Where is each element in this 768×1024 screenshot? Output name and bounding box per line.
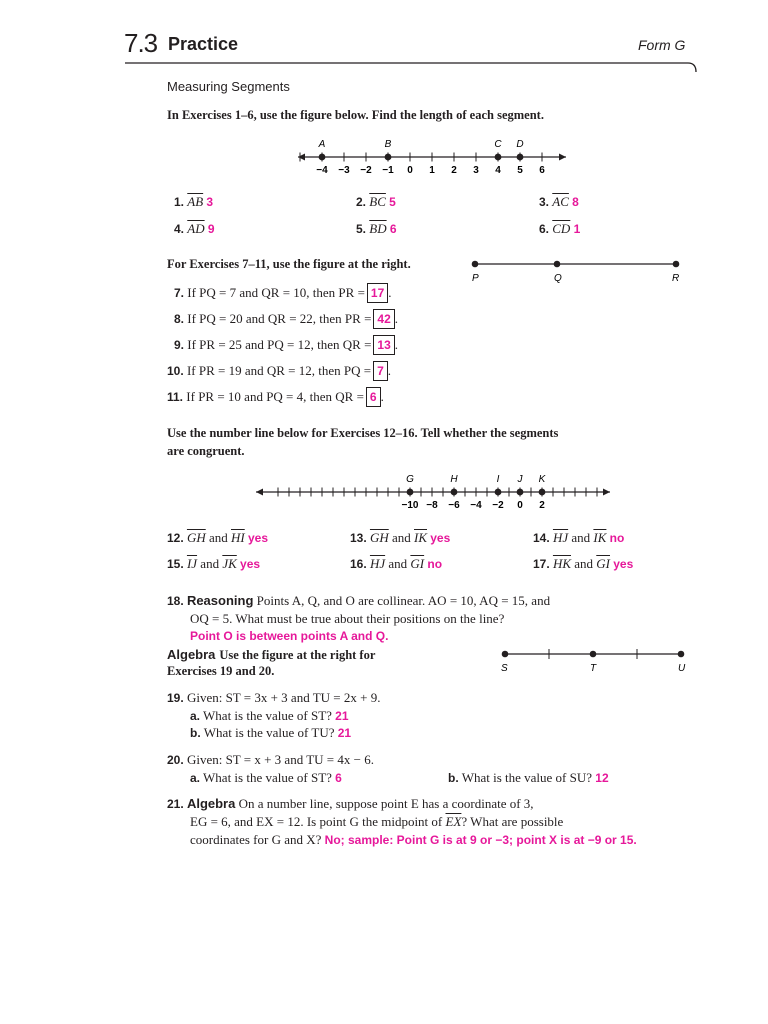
answer: yes [247,531,268,545]
lesson-number: 7.3 [124,28,158,58]
segment-2: $\overline{JK}$ [222,556,237,571]
exercise-number: 15. [167,557,184,571]
tick-label: −10 [401,500,419,511]
answer: 6 [335,771,342,785]
point-label-h: H [450,474,458,485]
tick-label: 4 [495,165,501,176]
point-label-b: B [384,139,392,150]
part-label: a. [190,709,201,723]
exercise-number: 18. [167,594,184,608]
exercise-7: 7. If PQ = 7 and QR = 10, then PR = 17 . [174,283,392,303]
algebra-heading: Algebra [186,796,236,811]
tick-label: −4 [470,500,482,511]
tick-label: −6 [448,500,460,511]
instruction-7-11: For Exercises 7–11, use the figure at the right. [167,257,411,271]
page-title: Practice [168,34,239,54]
and-word: and [574,556,594,571]
segment-2: $\overline{IK}$ [593,530,607,545]
exercise-text: Points A, Q, and O are collinear. AO = 10, AQ = 15, and [256,593,551,608]
tick-label: 1 [429,165,435,176]
exercise-number: 16. [350,557,367,571]
exercise-19-given [167,690,380,706]
tick-label: 2 [451,165,457,176]
answer: 5 [389,195,396,209]
part-label: b. [190,726,201,740]
exercise-10: 10. If PR = 19 and QR = 12, then PQ = 7 . [167,361,391,381]
instruction-1-6: In Exercises 1–6, use the figure below. Find the length of each segment. [167,108,544,122]
exercise-number: 13. [350,531,367,545]
point-label-c: C [494,139,502,150]
point-label-g: G [406,474,414,485]
segment-label: $\overline{AC}$ [552,194,569,209]
tick-label: −4 [316,165,328,176]
segment-2: $\overline{HI}$ [231,530,245,545]
exercise-18-line2: OQ = 5. What must be true about their positions on the line? [190,611,505,626]
exercise-text-b: ? What are possible [461,814,564,829]
label-q: Q [554,273,562,284]
form-label: Form G [638,37,686,53]
segment-1: $\overline{GH}$ [369,530,389,545]
tick-label: 5 [517,165,523,176]
segment-label: $\overline{EX}$ [445,814,462,829]
exercise-text: On a number line, suppose point E has a coordinate of 3, [238,796,534,811]
point-label-j: J [517,474,523,485]
answer: 21 [337,726,352,740]
segment-1: $\overline{IJ}$ [186,556,198,571]
segment-label: $\overline{AB}$ [187,194,204,209]
segment-label: $\overline{CD}$ [552,221,571,236]
label-u: U [678,663,686,674]
answer: yes [240,557,261,571]
exercise-number: 3. [539,195,550,209]
part-label: b. [448,771,459,785]
exercise-number: 17. [533,557,550,571]
exercise-text: coordinates for G and X? [190,832,322,847]
tick-label: 3 [473,165,479,176]
exercise-number: 2. [356,195,367,209]
point-label-a: A [318,139,326,150]
exercise-text: If PR = 19 and QR = 12, then PQ = [186,363,372,378]
part-text: What is the value of ST? [203,770,332,785]
exercise-number: 6. [539,222,550,236]
instruction-12-16-line2: are congruent. [167,444,245,458]
and-word: and [200,556,220,571]
label-r: R [672,273,680,284]
exercise-21-line3 [190,832,637,848]
segment-1: $\overline{HJ}$ [552,530,569,545]
exercise-number: 19. [167,691,184,705]
exercise-8: 8. If PQ = 20 and QR = 22, then PR = 42 . [174,309,398,329]
exercise-20-given [167,752,374,768]
segment-1: $\overline{HJ}$ [369,556,386,571]
answer: 8 [572,195,579,209]
exercise-9: 9. If PR = 25 and PQ = 12, then QR = 13 . [174,335,398,355]
instruction-12-16-line1: Use the number line below for Exercises 12–16. Tell whether the segments [167,426,559,440]
answer: yes [430,531,451,545]
point-u [678,651,685,658]
and-word: and [391,530,411,545]
tick-label: 6 [539,165,545,176]
answer: 42 [377,312,391,326]
segment-2: $\overline{GI}$ [410,556,425,571]
answer: 12 [595,771,609,785]
exercise-20b [448,770,609,786]
exercise-number: 8. [174,312,185,326]
segment-label: $\overline{BD}$ [369,221,387,236]
tick-label: 0 [407,165,413,176]
answer: 9 [207,222,215,236]
answer: 6 [369,390,377,404]
exercise-number: 21. [167,797,184,811]
segment-label: $\overline{BC}$ [369,194,386,209]
exercise-text: If PR = 25 and PQ = 12, then QR = [187,337,372,352]
and-word: and [571,530,591,545]
label-p: P [472,273,479,284]
tick-label: −2 [360,165,372,176]
segment-label: $\overline{AD}$ [187,221,205,236]
answer: 21 [335,709,349,723]
exercise-21-line1 [167,796,534,812]
label-s: S [501,663,508,674]
answer: 1 [573,222,581,236]
exercise-number: 1. [174,195,185,209]
exercise-text: Given: ST = x + 3 and TU = 4x − 6. [186,752,374,767]
algebra-heading: Algebra [167,647,216,662]
reasoning-heading: Reasoning [186,593,254,608]
tick-label: −1 [382,165,394,176]
point-label-k: K [538,474,546,485]
answer: 7 [377,364,384,378]
exercise-number: 11. [167,390,184,404]
tick-label: −3 [338,165,350,176]
segment-1: $\overline{HK}$ [552,556,571,571]
part-text: What is the value of SU? [461,770,593,785]
and-word: and [388,556,408,571]
exercise-number: 5. [356,222,367,236]
tick-label: 0 [517,500,523,511]
part-text: What is the value of ST? [203,708,332,723]
part-label: a. [190,771,201,785]
segment-2: $\overline{GI}$ [596,556,610,571]
answer: 17 [370,286,385,300]
exercise-number: 14. [533,531,550,545]
exercise-text-a: EG = 6, and EX = 12. Is point G the midpoint of [190,814,443,829]
exercise-number: 20. [167,753,184,767]
answer: 6 [389,222,397,236]
exercise-number: 10. [167,364,184,378]
exercise-11: 11. If PR = 10 and PQ = 4, then QR = 6 . [167,387,384,407]
answer: no [427,557,443,571]
label-t: T [590,663,597,674]
exercise-19a [190,708,349,724]
answer: No; sample: Point G is at 9 or −3; point X is at −9 or 15. [324,833,637,847]
segment-2: $\overline{IK}$ [414,530,427,545]
tick-label: 2 [539,500,545,511]
and-word: and [208,530,228,545]
point-label-d: D [516,139,524,150]
point-t [590,651,597,658]
exercise-text: If PQ = 7 and QR = 10, then PR = [187,285,365,300]
segment-1: $\overline{GH}$ [186,530,206,545]
answer: 13 [377,338,391,352]
answer: yes [613,557,634,571]
exercise-text: Given: ST = 3x + 3 and TU = 2x + 9. [186,690,381,705]
exercise-number: 9. [174,338,185,352]
exercise-number: 12. [167,531,184,545]
exercise-number: 7. [174,286,185,300]
exercise-text: If PQ = 20 and QR = 22, then PR = [187,311,372,326]
point-label-i: I [496,474,500,485]
answer: no [609,531,625,545]
exercise-21-line2 [190,814,563,830]
point-s [502,651,509,658]
exercise-text: If PR = 10 and PQ = 4, then QR = [186,389,364,404]
section-subtitle: Measuring Segments [167,79,290,94]
part-text: What is the value of TU? [203,725,335,740]
exercise-20a [190,770,342,786]
tick-label: −8 [426,500,438,511]
algebra-intro-line2: Exercises 19 and 20. [167,664,275,678]
exercise-18-answer: Point O is between points A and Q. [190,629,389,643]
answer: 3 [206,195,214,209]
exercise-19b [190,725,351,741]
exercise-number: 4. [174,222,185,236]
tick-label: −2 [492,500,504,511]
algebra-instruction: Use the figure at the right for [219,648,376,662]
